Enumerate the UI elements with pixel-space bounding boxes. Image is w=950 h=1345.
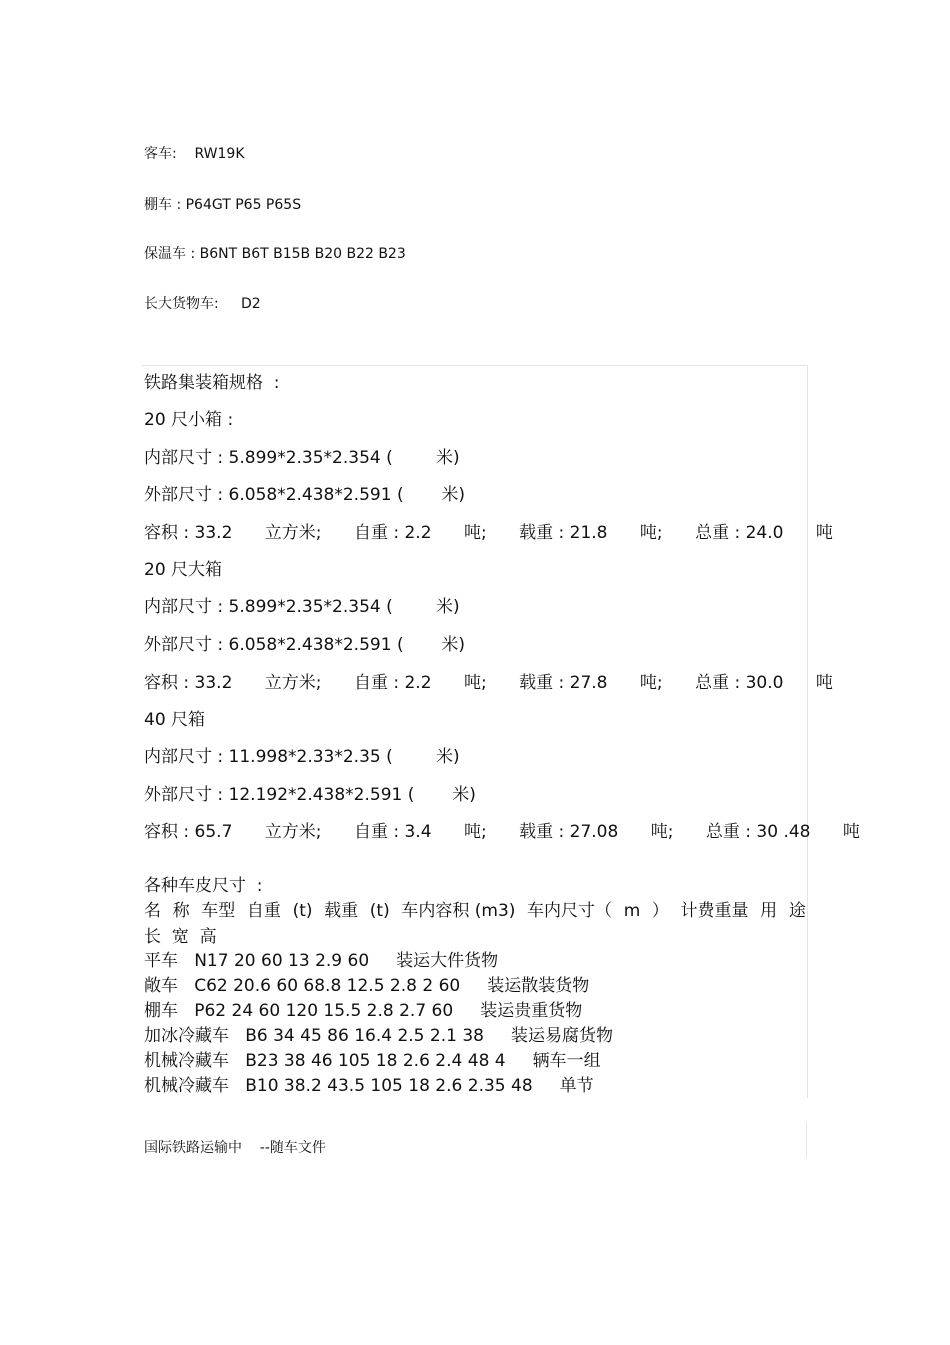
container-line: 20 尺小箱 :	[144, 410, 234, 430]
line-insulated-car: 保温车 : B6NT B6T B15B B20 B22 B23	[144, 246, 406, 262]
header-cell: (t)	[369, 901, 390, 921]
container-line: 容积 : 33.2 立方米; 自重 : 2.2 吨; 载重 : 21.8 吨; 总重 : 24.0 吨	[144, 523, 833, 543]
container-line: 外部尺寸 : 12.192*2.438*2.591 ( 米)	[144, 785, 476, 805]
line-long-car: 长大货物车: D2	[144, 296, 261, 312]
header-cell: 称	[172, 901, 190, 921]
header-cell: 自重	[246, 901, 281, 921]
header-cell: 名	[144, 901, 161, 921]
container-line: 40 尺箱	[144, 710, 206, 730]
header-cell: 车内尺寸（	[527, 901, 613, 921]
container-line: 内部尺寸 : 5.899*2.35*2.354 ( 米)	[144, 597, 460, 617]
container-section-title: 铁路集装箱规格 :	[144, 373, 280, 393]
car-table-row: 敞车 C62 20.6 60 68.8 12.5 2.8 2 60 装运散装货物	[144, 976, 590, 996]
line-passenger-car: 客车: RW19K	[144, 146, 245, 162]
header-cell: 车型	[201, 901, 236, 921]
header-cell: m	[623, 901, 641, 921]
header-cell: 车内容积 (m3)	[401, 901, 516, 921]
car-table-row: 机械冷藏车 B23 38 46 105 18 2.6 2.4 48 4 辆车一组	[144, 1051, 601, 1071]
container-line: 内部尺寸 : 5.899*2.35*2.354 ( 米)	[144, 448, 460, 468]
car-table-subheader: 长 宽 高	[144, 927, 217, 947]
car-table-row: 平车 N17 20 60 13 2.9 60 装运大件货物	[144, 951, 499, 971]
container-line: 容积 : 65.7 立方米; 自重 : 3.4 吨; 载重 : 27.08 吨; 总重 : 30 .48 吨	[144, 822, 860, 842]
car-section-title: 各种车皮尺寸 :	[144, 876, 263, 896]
header-cell: 途	[788, 901, 806, 921]
car-table-row: 加冰冷藏车 B6 34 45 86 16.4 2.5 2.1 38 装运易腐货物	[144, 1026, 613, 1046]
car-table-header	[144, 900, 806, 922]
car-table-row: 机械冷藏车 B10 38.2 43.5 105 18 2.6 2.35 48 单节	[144, 1076, 594, 1096]
content-box-border-lower	[806, 1122, 807, 1158]
header-cell: 计费重量	[680, 901, 749, 921]
header-cell: (t)	[292, 901, 313, 921]
container-line: 内部尺寸 : 11.998*2.33*2.35 ( 米)	[144, 747, 460, 767]
line-box-car: 棚车 : P64GT P65 P65S	[144, 197, 302, 213]
container-line: 20 尺大箱	[144, 560, 223, 580]
header-cell: 载重	[324, 901, 359, 921]
footer-text: 国际铁路运输中 --随车文件	[144, 1140, 326, 1156]
car-table-row: 棚车 P62 24 60 120 15.5 2.8 2.7 60 装运贵重货物	[144, 1001, 583, 1021]
container-line: 外部尺寸 : 6.058*2.438*2.591 ( 米)	[144, 485, 466, 505]
container-line: 外部尺寸 : 6.058*2.438*2.591 ( 米)	[144, 635, 466, 655]
header-cell: 用	[760, 901, 778, 921]
header-cell: ）	[651, 901, 669, 921]
container-line: 容积 : 33.2 立方米; 自重 : 2.2 吨; 载重 : 27.8 吨; 总重 : 30.0 吨	[144, 673, 833, 693]
